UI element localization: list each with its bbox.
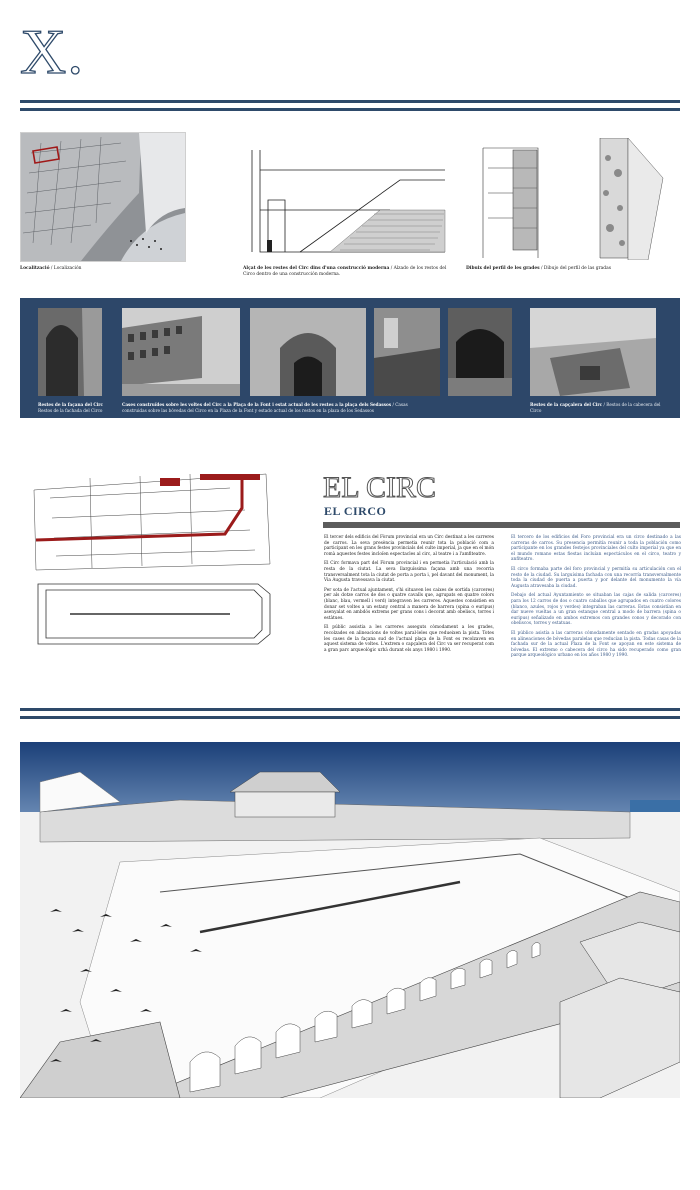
paragraph: El Circ formava part del Fòrum provincial i en permetia l'articulació amb la resta de la ciutat. La seva llarguíssima façana amb una recorria transversalment tota la ciutat de porta a porta i, pel davant del monument, la Via Augusta travessava la ciutat. <box>324 561 494 584</box>
title-underline <box>323 522 680 528</box>
header-rule-2 <box>20 108 680 111</box>
circus-reconstruction-render <box>20 742 680 1098</box>
caption-bold: Cases construïdes sobre les voltes del Circ a la Plaça de la Font i estat actual de les restes a la plaça dels Sedassos <box>122 402 392 407</box>
paragraph: Per sota de l'actual ajuntament, s'hi situaven les caixes de sortida (carceres) per als dotze carros de dos o quatre cavalls que, agrupats en quatre colors (blanc, blau, vermell i verd) integraven les carreres. Aquestes consistien en donar set voltes a un estany central a manera de barrera (spina o euripus) asenyalat en ambdós extrems per grans cons i decorat amb obeliscs, torres i estàtues. <box>324 587 494 621</box>
steps-caption <box>466 266 676 272</box>
location-map-image <box>20 132 186 262</box>
paragraph: El tercer dels edificis del Fòrum provincial era un Circ destinat a les carreres de carros. La seva presència permetia reunir tota la població com a participant en les grans festes provincials del culte imperial, ja que en el món romà aquestes festes incloïen espectacles al circ, al teatre i a l'amfiteatre. <box>324 535 494 557</box>
text-column-spanish <box>511 535 681 663</box>
caption-text: / Dibujo del perfil de las gradas <box>539 266 611 271</box>
chapter-number: X. <box>20 16 85 87</box>
band-caption-facade <box>38 402 112 413</box>
band-caption-houses <box>122 402 412 413</box>
caption-text: / Restos de la cabecera del Circo <box>530 402 661 413</box>
caption-text: / Casas construidas sobre las bóvedas del Circo en la Plaza de la Font y estado actual de los restos en la plaza de los Sedassos <box>122 402 408 413</box>
section-subtitle: EL CIRCO <box>324 504 387 518</box>
location-map-caption <box>20 266 184 272</box>
circus-plan-drawings <box>30 468 300 653</box>
photo-arch-interior <box>448 308 512 396</box>
mid-rule-1 <box>20 708 680 711</box>
caption-bold: Restes de la façana del Circ <box>38 402 104 407</box>
caption-text: Restos de la fachada del Circo <box>38 407 103 413</box>
steps-profile-drawing <box>478 138 678 260</box>
caption-bold: Dibuix del perfil de les grades <box>466 266 540 271</box>
photo-aerial-head <box>530 308 656 396</box>
photo-houses-street <box>122 308 240 396</box>
paragraph: El circo formaba parte del foro provincial y permitía su articulación con el resto de la ciudad. Su larguísima fachada con una recorría transversalmente toda la ciudad de puerta a puerta y por delante del monumento la vía Augusta atravesaba la ciudad. <box>511 566 681 589</box>
paragraph: El públic assistia a les carreres asseguts còmodament a les grades, recolzades en alineacions de voltes paral·leles que redueixen la pista. Totes les cases de la façana sud de l'actual plaça de la Font es recolzaven en aquest sistema de voltes. L'extrem o capçalera del Circ va ser recuperat com a gran parc arqueològic urbà durant els anys 1980 i 1990. <box>324 625 494 653</box>
section-title: EL CIRC <box>323 471 437 504</box>
photo-vault-tunnel <box>250 308 366 396</box>
caption-bold: Alçat de les restes del Circ dins d'una construcció moderna <box>243 266 390 271</box>
caption-text: / Alzado de los restos del Circo dentro de una construcción moderna. <box>243 266 447 277</box>
header-rule-1 <box>20 100 680 103</box>
band-caption-head <box>530 402 670 413</box>
text-column-catalan <box>324 535 494 657</box>
section-elevation-drawing <box>240 140 450 260</box>
paragraph: El tercero de los edificios del Foro provincial era un circo destinado a las carreras de carros. Su presencia permitía reunir a toda la población como participante en los grandes festejos provinciales del culto imperial ya que en el mundo romano estas fiestas incluían espectáculos en el circo, teatro y anfiteatro. <box>511 535 681 563</box>
mid-rule-2 <box>20 716 680 719</box>
caption-bold: Restes de la capçalera del Circ <box>530 402 603 407</box>
paragraph: Debajo del actual Ayuntamiento se situaban las cajas de salida (carceres) para los 12 carros de dos o cuatro caballos que agrupados en cuatro colores (blanco, azules, rojos y verdes) integraban las carreras. Estas consistían en dar nueve vueltas a un gran estanque central a modo de barrera (spina o euripus) señalizado en ambos extremos con grandes conos y decorado con obeliscos, torres y estatuas. <box>511 593 681 627</box>
paragraph: El público asistía a las carreras cómodamente sentado en gradas apoyadas en alineaciones de bóvedas paralelas que reducían la pista. Todas casas de la fachada sur de la actual Plaza de la Font se apoyan en este sistema de bóvedas. El extremo o cabecera del circo ha sido recuperado como gran parque arqueológico urbano en los años 1980 y 1990. <box>511 630 681 659</box>
photo-excavation <box>374 308 440 396</box>
caption-bold: Localització <box>20 266 50 271</box>
caption-text: / Localización <box>49 266 82 271</box>
photo-facade-remains <box>38 308 102 396</box>
section-caption <box>243 266 453 278</box>
